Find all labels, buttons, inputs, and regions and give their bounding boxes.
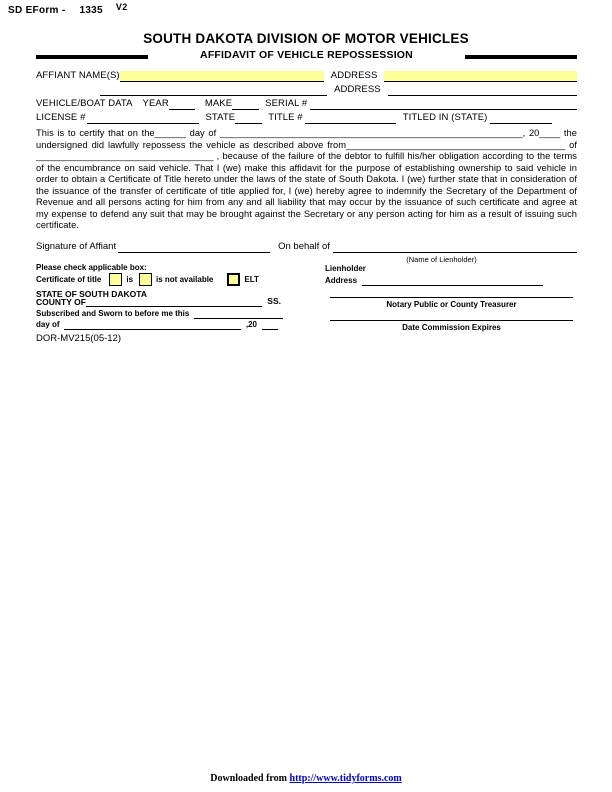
- certificate-of-title-label: Certificate of title: [36, 275, 102, 284]
- titled-in-label: TITLED IN (STATE): [402, 112, 488, 123]
- state-label: STATE: [205, 112, 236, 123]
- year-prefix-label: ,20: [245, 320, 257, 329]
- commission-date-line[interactable]: [330, 320, 573, 321]
- address2-label: ADDRESS: [334, 84, 381, 95]
- serial-blank[interactable]: [310, 99, 577, 110]
- subscribed-row: [36, 308, 283, 319]
- county-row: [36, 296, 281, 307]
- subtitle-row: [36, 49, 577, 61]
- lienholder-address-row: [325, 275, 543, 286]
- subtitle-rule-left: [36, 55, 148, 59]
- notary-caption: Notary Public or County Treasurer: [386, 300, 517, 309]
- make-blank[interactable]: [232, 99, 259, 110]
- checkbox-is-not-available-label: is not available: [156, 275, 214, 284]
- vehicle-boat-label: VEHICLE/BOAT DATA: [36, 98, 133, 109]
- vehicle-data-row: [36, 96, 577, 110]
- signature-affiant-label: Signature of Affiant: [36, 241, 117, 252]
- state-blank[interactable]: [235, 113, 262, 124]
- on-behalf-blank[interactable]: [333, 242, 577, 253]
- affiant-row: [36, 68, 577, 82]
- license-label: LICENSE #: [36, 112, 86, 123]
- doc-code: DOR-MV215(05-12): [36, 333, 121, 344]
- affiant-name-label: AFFIANT NAME(S): [36, 70, 120, 81]
- address2-blank[interactable]: [388, 85, 577, 96]
- checkbox-is[interactable]: [109, 273, 122, 286]
- serial-label: SERIAL #: [265, 98, 308, 109]
- checkbox-is-not-available[interactable]: [139, 273, 152, 286]
- county-blank[interactable]: [86, 296, 262, 307]
- footer-link[interactable]: http://www.tidyforms.com: [289, 773, 402, 784]
- title-no-label: TITLE #: [268, 112, 303, 123]
- checkbox-is-label: is: [126, 275, 134, 284]
- page-subtitle: AFFIDAVIT OF VEHICLE REPOSSESSION: [200, 49, 413, 61]
- lienholder-address-label: Address: [325, 276, 358, 285]
- subtitle-rule-right: [465, 55, 577, 59]
- footer: [0, 773, 612, 784]
- checkbox-row: [36, 273, 259, 286]
- notary-signature-line[interactable]: [330, 297, 573, 298]
- form-reference: [8, 2, 128, 16]
- title-no-blank[interactable]: [305, 113, 396, 124]
- commission-caption: Date Commission Expires: [402, 323, 501, 332]
- year-blank[interactable]: [169, 99, 195, 110]
- day-of-row: [36, 319, 278, 330]
- titled-in-blank[interactable]: [490, 113, 552, 124]
- year-label: YEAR: [142, 98, 169, 109]
- affiant-row-2: [36, 82, 577, 96]
- address1-label: ADDRESS: [330, 70, 378, 81]
- make-label: MAKE: [204, 98, 233, 109]
- signature-row: [36, 240, 577, 253]
- affiant-name2-blank[interactable]: [100, 85, 327, 96]
- page-title: SOUTH DAKOTA DIVISION OF MOTOR VEHICLES: [143, 31, 469, 46]
- checkbox-elt[interactable]: [227, 273, 240, 286]
- name-of-lienholder-note: (Name of Lienholder): [406, 255, 477, 264]
- year-suffix-blank[interactable]: [262, 319, 278, 330]
- signature-affiant-blank[interactable]: [118, 242, 270, 253]
- license-blank[interactable]: [87, 113, 199, 124]
- field-rows: [36, 68, 577, 124]
- license-row: [36, 110, 577, 124]
- subscribed-label: Subscribed and Sworn to before me this: [36, 309, 190, 318]
- state-of-south-dakota-label: STATE OF SOUTH DAKOTA: [36, 289, 147, 299]
- ss-label: SS.: [267, 296, 281, 306]
- form-ref-version: V2: [115, 2, 128, 12]
- lienholder-label: Lienholder: [325, 264, 366, 273]
- form-ref-number: 1335: [79, 5, 103, 16]
- checkbox-instruction: Please check applicable box:: [36, 263, 147, 272]
- certification-paragraph: This is to certify that on the______ day of __________________________________________________________, 20____ the undersigned did lawfully repossess the vehicle as described above from__________________________________________ of __________________________________ , because of the failure of the debtor to fulfill his/her obligation according to the terms of the encumbrance on said vehicle. That I (we) make this affidavit for the purpose of establishing ownership to said vehicle in order to obtain a Certificate of Title hereto under the laws of the state of South Dakota. I (we) further state that in consideration of the issuance of the transfer of certificate of title applied for, I (we) hereby agree to indemnify the Secretary of the Department of Revenue and all persons acting for him from any and all liability that may occur by the issuance of such certificate and agree at my expense to defend any suit that may be brought against the Secretary or any person acting for him as a result of issuing such certificate.: [36, 128, 577, 230]
- day-of-label: day of: [36, 320, 60, 329]
- address1-blank[interactable]: [384, 71, 577, 82]
- lienholder-address-blank[interactable]: [362, 275, 543, 286]
- checkbox-elt-label: ELT: [244, 275, 259, 284]
- form-ref-prefix: SD EForm -: [8, 5, 66, 16]
- footer-prefix: Downloaded from: [210, 773, 290, 784]
- on-behalf-label: On behalf of: [278, 241, 330, 252]
- county-of-label: COUNTY OF: [36, 297, 86, 307]
- affiant-name-blank[interactable]: [120, 71, 324, 82]
- subscribed-blank[interactable]: [194, 308, 283, 319]
- day-of-blank[interactable]: [64, 319, 241, 330]
